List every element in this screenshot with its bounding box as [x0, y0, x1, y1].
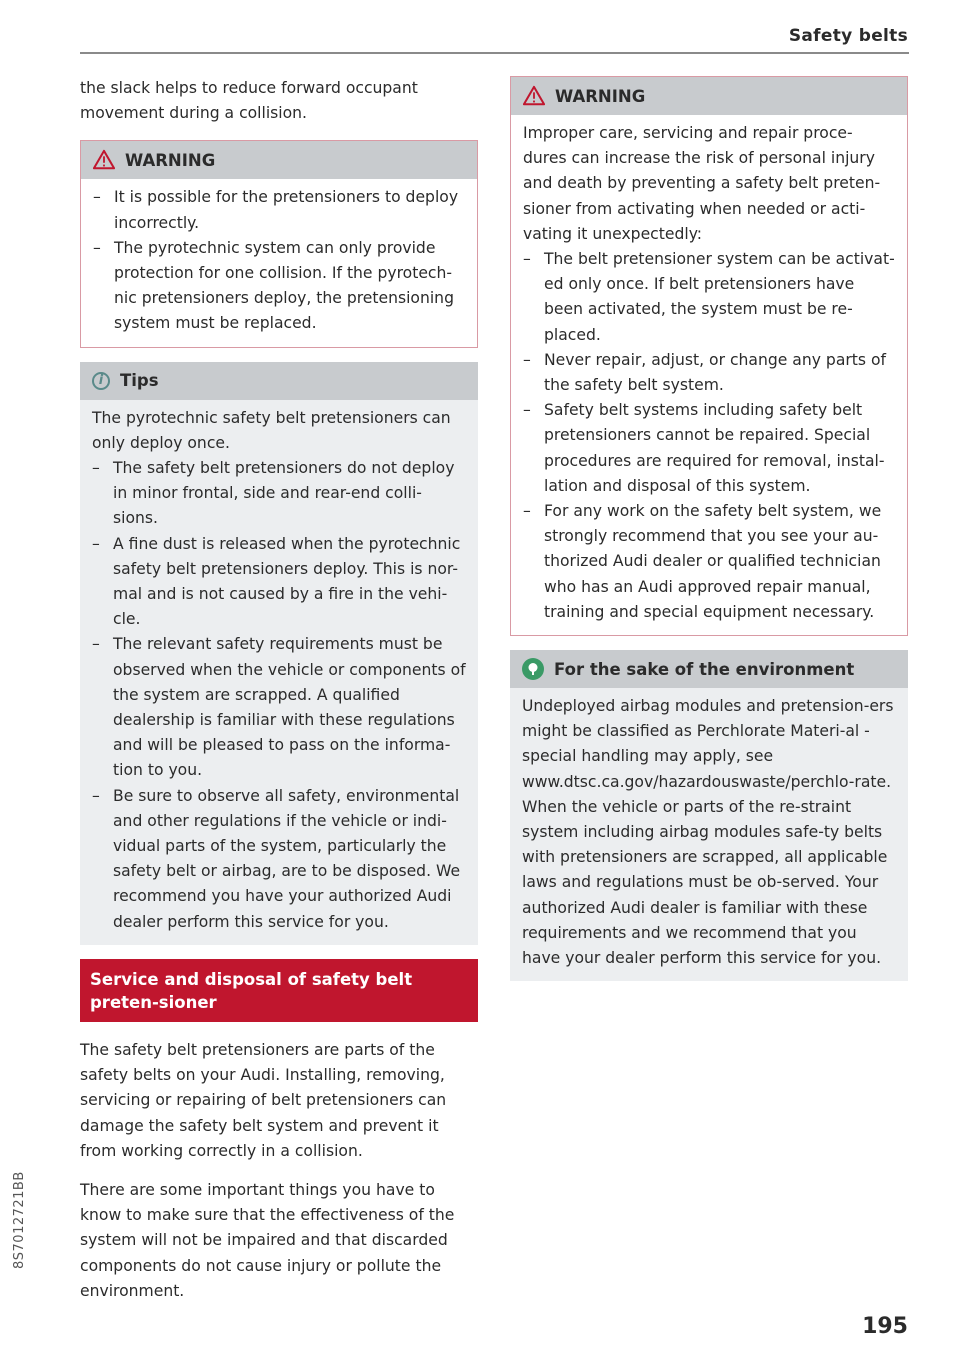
- list-item: – It is possible for the pretensioners to deploy incorrectly.: [93, 185, 465, 235]
- page-number: 195: [862, 1314, 908, 1339]
- list-item: – Be sure to observe all safety, environmental and other regulations if the vehicle or indi-vidual parts of the system, particularly the safety belt or airbag, are to be disposed. We recommend you have your authorized Audi dealer perform this service for you.: [92, 784, 466, 935]
- tips-title: Tips: [120, 371, 159, 391]
- section-heading: Service and disposal of safety belt preten-sioner: [80, 959, 478, 1022]
- left-column: [80, 76, 478, 1318]
- header-rule: [80, 52, 909, 54]
- warning-title: WARNING: [125, 150, 216, 170]
- environment-body: [510, 688, 908, 981]
- warning-box-right: [510, 76, 908, 636]
- list-item: – The belt pretensioner system can be activat-ed only once. If belt pretensioners have been activated, the system must be re-placed.: [523, 247, 895, 348]
- list-item: – The relevant safety requirements must be observed when the vehicle or components of the system are scrapped. A qualified dealership is familiar with these regulations and will be pleased to pass on the informa-tion to you.: [92, 632, 466, 783]
- tips-intro: The pyrotechnic safety belt pretensioners can only deploy once.: [92, 408, 451, 452]
- tree-icon: [522, 658, 544, 680]
- list-item: – For any work on the safety belt system, we strongly recommend that you see your au-thorized Audi dealer or qualified technician who has an Audi approved repair manual, training and special equipment necessary.: [523, 499, 895, 625]
- list-item: – The safety belt pretensioners do not deploy in minor frontal, side and rear-end colli-sions.: [92, 456, 466, 532]
- warning-intro: Improper care, servicing and repair proce-dures can increase the risk of personal injury and death by preventing a safety belt preten-sioner from activating when needed or acti-vating it unexpectedly:: [523, 124, 881, 243]
- environment-title: For the sake of the environment: [554, 659, 855, 679]
- warning-triangle-icon: [523, 85, 545, 107]
- warning-header: [511, 77, 907, 115]
- environment-header: [510, 650, 908, 688]
- warning-triangle-icon: [93, 149, 115, 171]
- tips-body: [80, 400, 478, 945]
- warning-title: WARNING: [555, 86, 646, 106]
- info-icon: i: [92, 372, 110, 390]
- warning-header: [81, 141, 477, 179]
- list-item: – Safety belt systems including safety belt pretensioners cannot be repaired. Special procedures are required for removal, instal-lation and disposal of this system.: [523, 398, 895, 499]
- list-item: – A fine dust is released when the pyrotechnic safety belt pretensioners deploy. This is nor-mal and is not caused by a fire in the vehi-cle.: [92, 532, 466, 633]
- right-column: [510, 76, 908, 995]
- tips-box: [80, 362, 478, 945]
- warning-box-left: [80, 140, 478, 347]
- environment-text: Undeployed airbag modules and pretension-ers might be classified as Perchlorate Materi-al -special handling may apply, see www.dtsc.ca.gov/hazardouswaste/perchlo-rate. When the vehicle or parts of the re-straint system including airbag modules safe-ty belts with pretensioners are scrapped, all applicable laws and regulations must be ob-served. Your authorized Audi dealer is familiar with these requirements and we recommend that you have your dealer perform this service for you.: [522, 697, 894, 968]
- list-item: – Never repair, adjust, or change any parts of the safety belt system.: [523, 348, 895, 398]
- body-paragraph: The safety belt pretensioners are parts of the safety belts on your Audi. Installing, removing, servicing or repairing of belt pretensioners can damage the safety belt system and prevent it from working correctly in a collision.: [80, 1040, 447, 1160]
- warning-body: [81, 179, 477, 346]
- body-paragraph: There are some important things you have to know to make sure that the effectiveness of the system will not be impaired and that discarded components do not cause injury or pollute the environment.: [80, 1180, 455, 1300]
- warning-body: [511, 115, 907, 635]
- environment-box: [510, 650, 908, 981]
- section-title: Safety belts: [788, 26, 908, 46]
- document-code: 8S7012721BB: [12, 1171, 27, 1269]
- tips-header: [80, 362, 478, 400]
- list-item: – The pyrotechnic system can only provide protection for one collision. If the pyrotech-nic pretensioners deploy, the pretensioning system must be replaced.: [93, 236, 465, 337]
- intro-text: the slack helps to reduce forward occupant movement during a collision.: [80, 79, 418, 123]
